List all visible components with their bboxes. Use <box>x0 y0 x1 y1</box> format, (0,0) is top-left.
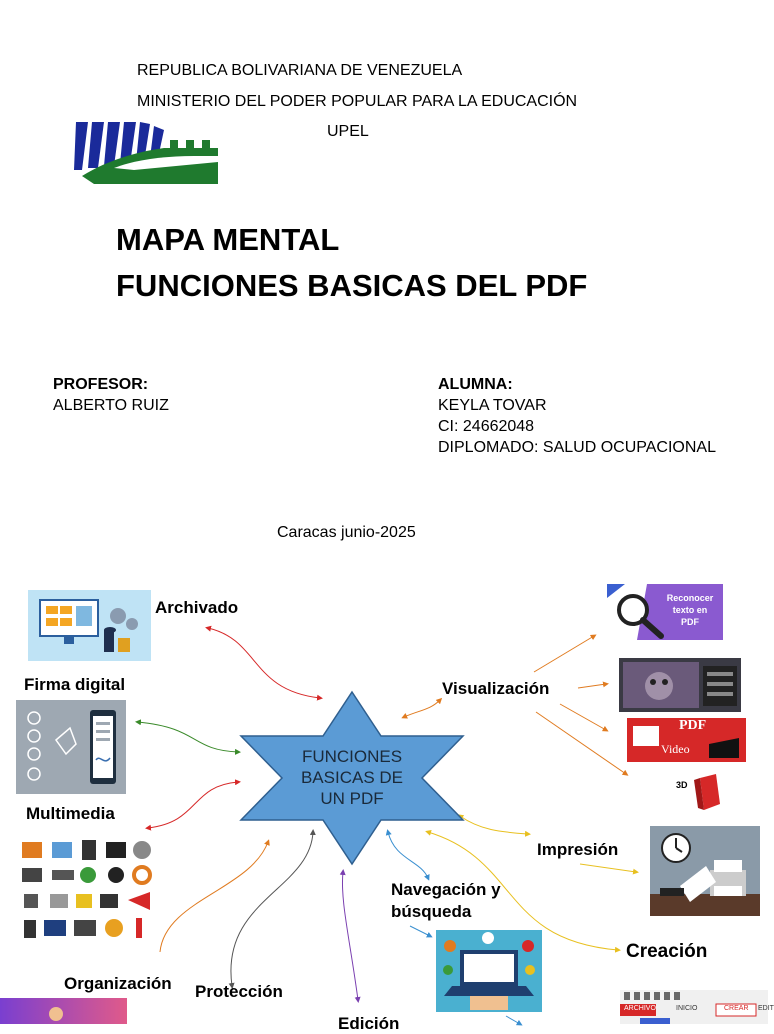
node-visualizacion: Visualización <box>442 679 550 698</box>
node-impresion: Impresión <box>537 840 619 859</box>
center-line-2: BASICAS DE <box>300 768 404 787</box>
node-creacion: Creación <box>626 941 708 962</box>
reconocer-line3: PDF <box>681 617 699 627</box>
node-firma-digital: Firma digital <box>24 675 126 694</box>
reconocer-line1: Reconocer <box>666 593 714 603</box>
organizacion-image <box>0 998 127 1024</box>
mindmap-center-text <box>264 746 440 809</box>
tab-inicio: INICIO <box>676 1005 698 1012</box>
title-mapa-mental: MAPA MENTAL <box>116 222 340 257</box>
profesor-label: PROFESOR: <box>53 376 149 393</box>
tab-crear: CREAR <box>724 1005 749 1012</box>
alumna-ci: CI: 24662048 <box>438 418 535 435</box>
tab-edit: EDIT <box>758 1005 774 1012</box>
center-line-1: FUNCIONES <box>301 747 403 766</box>
pdf-3d-image <box>674 774 722 812</box>
pdf-viewer-image <box>619 658 741 712</box>
reconocer-texto-label <box>657 592 723 628</box>
alumna-diplomado: DIPLOMADO: SALUD OCUPACIONAL <box>438 439 716 456</box>
alumna-name: KEYLA TOVAR <box>438 397 547 414</box>
pdf-video-image <box>627 718 746 762</box>
node-navegacion <box>391 879 501 923</box>
navegacion-image <box>436 930 542 1012</box>
pdf-video-video-label: Video <box>661 742 690 756</box>
tab-archivo: ARCHIVO <box>624 1005 656 1012</box>
place-date: Caracas junio-2025 <box>277 524 416 541</box>
reconocer-texto-image <box>607 584 723 640</box>
alumna-block <box>438 374 716 458</box>
header-ministerio: MINISTERIO DEL PODER POPULAR PARA LA EDUCACIÓN <box>137 93 578 110</box>
creacion-toolbar-image <box>620 990 774 1024</box>
header-republica: REPUBLICA BOLIVARIANA DE VENEZUELA <box>137 62 463 79</box>
impresion-image <box>650 826 760 916</box>
node-edicion: Edición <box>338 1014 400 1033</box>
upel-logo <box>74 118 218 184</box>
alumna-label: ALUMNA: <box>438 376 513 393</box>
pdf-3d-label: 3D <box>676 780 688 790</box>
title-funciones: FUNCIONES BASICAS DEL PDF <box>116 268 588 303</box>
center-line-3: UN PDF <box>320 789 384 808</box>
node-navegacion-line1: Navegación y <box>391 880 501 899</box>
header-upel: UPEL <box>327 123 369 140</box>
profesor-block <box>53 374 169 416</box>
node-organizacion: Organización <box>64 974 172 993</box>
multimedia-icons-image <box>20 838 156 942</box>
node-proteccion: Protección <box>195 982 283 1001</box>
profesor-name: ALBERTO RUIZ <box>53 397 169 414</box>
node-navegacion-line2: búsqueda <box>391 902 472 921</box>
reconocer-line2: texto en <box>672 605 708 615</box>
firma-digital-image <box>16 700 126 794</box>
node-archivado: Archivado <box>155 598 239 617</box>
archivado-image <box>28 590 151 661</box>
node-multimedia: Multimedia <box>26 804 115 823</box>
pdf-video-pdf-label: PDF <box>679 718 707 733</box>
